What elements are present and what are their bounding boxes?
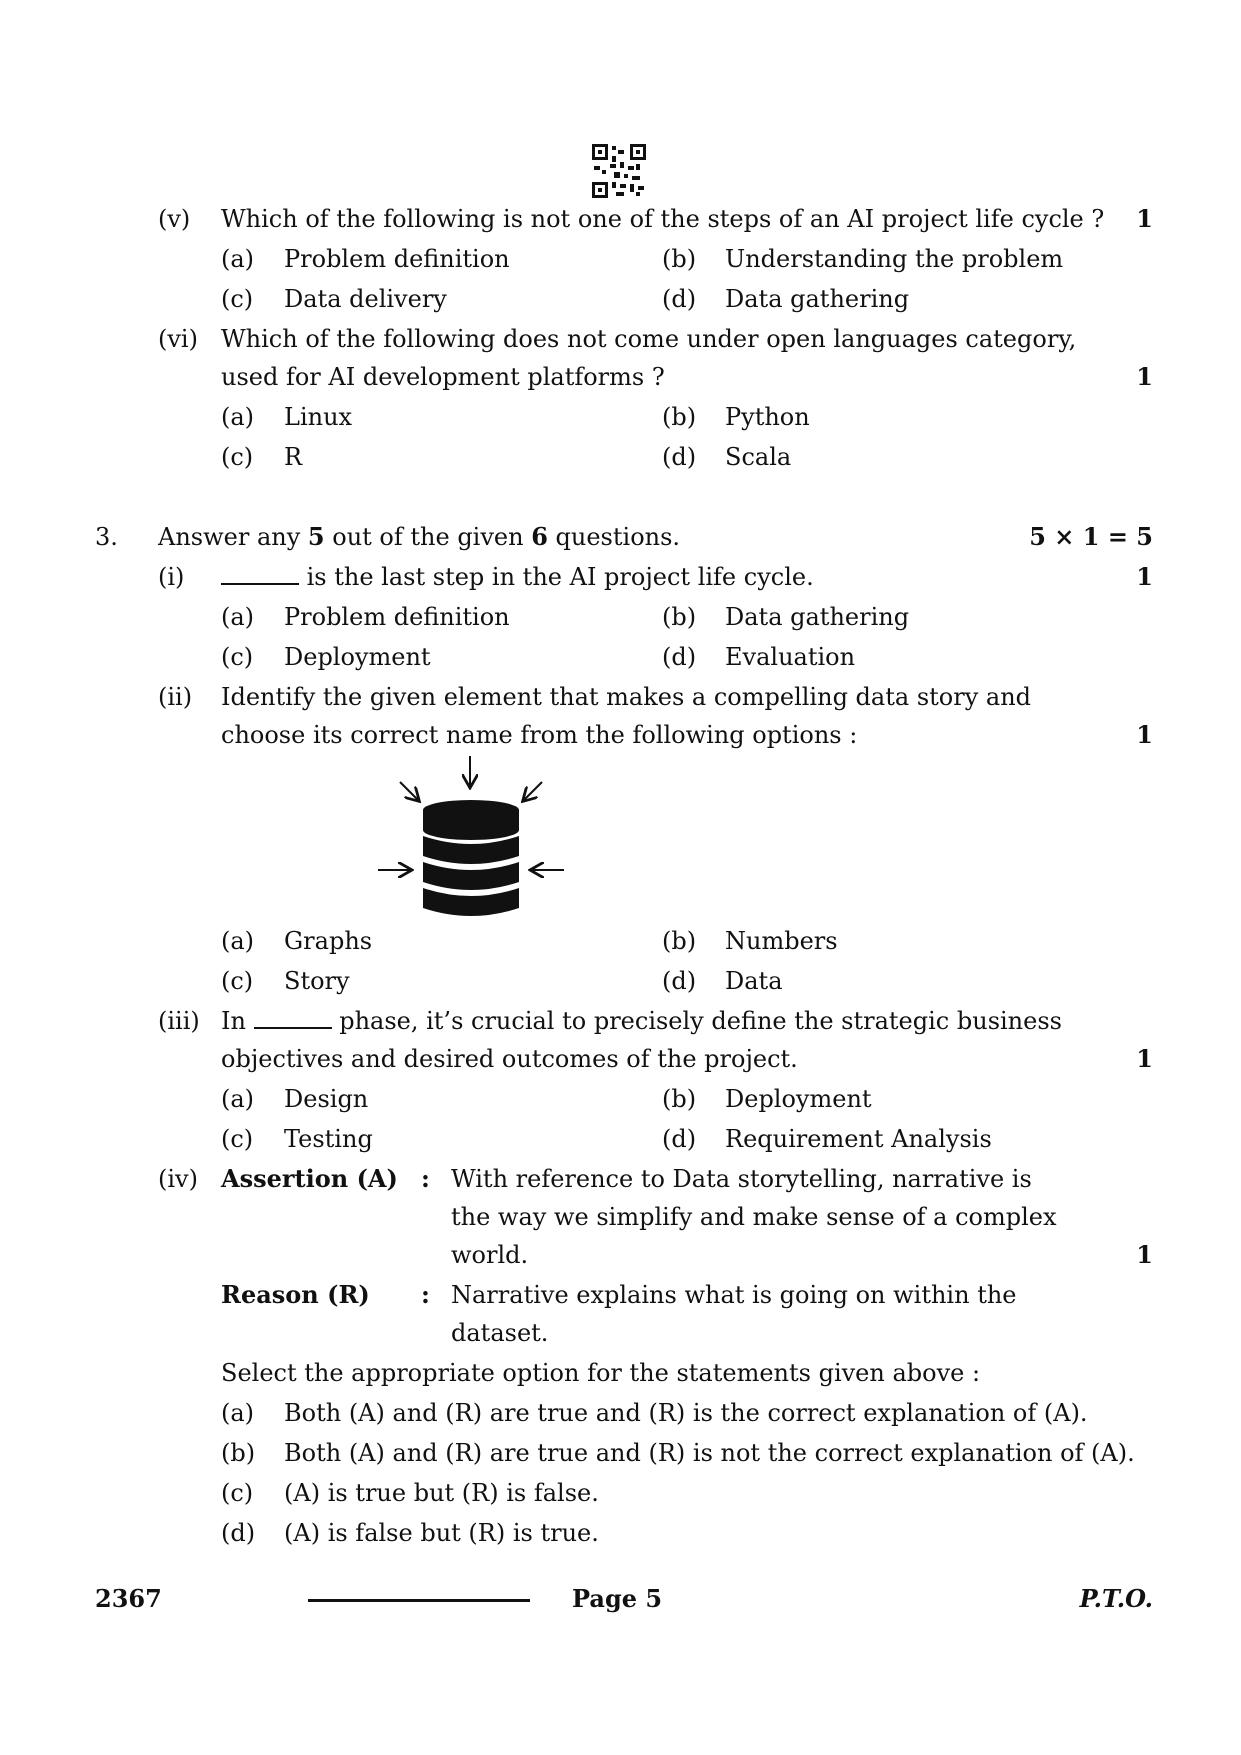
option-text: Python bbox=[725, 403, 810, 431]
option-text: Evaluation bbox=[725, 643, 856, 671]
reason-text: Narrative explains what is going on within the bbox=[451, 1281, 1017, 1309]
option-text: Story bbox=[284, 967, 350, 995]
option-label: (c) bbox=[221, 285, 254, 313]
question-number: (v) bbox=[158, 205, 191, 233]
option-text: (A) is false but (R) is true. bbox=[284, 1519, 599, 1547]
pto-label: P.T.O. bbox=[1079, 1584, 1153, 1613]
assertion-label: Assertion (A) bbox=[221, 1164, 398, 1193]
option-label: (d) bbox=[221, 1519, 256, 1547]
option-label: (b) bbox=[662, 603, 697, 631]
option-text: Scala bbox=[725, 443, 792, 471]
page-number: Page 5 bbox=[572, 1584, 663, 1613]
question-text: objectives and desired outcomes of the project. bbox=[221, 1045, 798, 1073]
question-marks: 1 bbox=[1136, 720, 1153, 749]
question-marks: 1 bbox=[1136, 562, 1153, 591]
option-label: (c) bbox=[221, 1479, 254, 1507]
option-label: (b) bbox=[662, 245, 697, 273]
question-text: is the last step in the AI project life cycle. bbox=[221, 562, 814, 592]
paper-code: 2367 bbox=[95, 1584, 162, 1613]
option-text: Problem definition bbox=[284, 245, 510, 273]
option-text: Problem definition bbox=[284, 603, 510, 631]
database-icon bbox=[370, 752, 590, 924]
option-label: (c) bbox=[221, 1125, 254, 1153]
option-text: Data delivery bbox=[284, 285, 447, 313]
option-label: (a) bbox=[221, 1399, 255, 1427]
question-text: choose its correct name from the following options : bbox=[221, 721, 858, 749]
option-text: Deployment bbox=[284, 643, 431, 671]
option-text: Numbers bbox=[725, 927, 838, 955]
question-text: Which of the following is not one of the steps of an AI project life cycle ? bbox=[221, 205, 1105, 233]
option-label: (a) bbox=[221, 927, 255, 955]
option-text: Both (A) and (R) are true and (R) is not the correct explanation of (A). bbox=[284, 1439, 1135, 1467]
question-text: used for AI development platforms ? bbox=[221, 363, 665, 391]
qr-code-icon bbox=[592, 144, 646, 198]
instruction-text: Select the appropriate option for the statements given above : bbox=[221, 1359, 981, 1387]
option-text: Data bbox=[725, 967, 783, 995]
question-marks: 1 bbox=[1136, 1240, 1153, 1269]
option-text: Understanding the problem bbox=[725, 245, 1064, 273]
option-text: Requirement Analysis bbox=[725, 1125, 992, 1153]
question-number: (vi) bbox=[158, 325, 198, 353]
question-number: (ii) bbox=[158, 683, 193, 711]
option-text: Testing bbox=[284, 1125, 373, 1153]
question-marks: 1 bbox=[1136, 362, 1153, 391]
option-text: Design bbox=[284, 1085, 369, 1113]
option-label: (d) bbox=[662, 1125, 697, 1153]
question-intro: Answer any 5 out of the given 6 questions. bbox=[158, 522, 681, 551]
reason-text: dataset. bbox=[451, 1319, 549, 1347]
option-label: (a) bbox=[221, 1085, 255, 1113]
question-text: Which of the following does not come under open languages category, bbox=[221, 325, 1077, 353]
question-number: (i) bbox=[158, 563, 185, 591]
option-label: (a) bbox=[221, 603, 255, 631]
option-text: Both (A) and (R) are true and (R) is the correct explanation of (A). bbox=[284, 1399, 1088, 1427]
colon: : bbox=[421, 1164, 430, 1193]
option-label: (b) bbox=[221, 1439, 256, 1467]
fill-blank bbox=[221, 563, 299, 585]
question-marks: 1 bbox=[1136, 204, 1153, 233]
option-text: Linux bbox=[284, 403, 353, 431]
question-number: (iii) bbox=[158, 1007, 200, 1035]
option-text: (A) is true but (R) is false. bbox=[284, 1479, 599, 1507]
question-text: In phase, it’s crucial to precisely define the strategic business bbox=[221, 1007, 1062, 1035]
question-marks: 1 bbox=[1136, 1044, 1153, 1073]
option-label: (d) bbox=[662, 643, 697, 671]
option-label: (b) bbox=[662, 927, 697, 955]
option-label: (c) bbox=[221, 967, 254, 995]
option-text: Graphs bbox=[284, 927, 373, 955]
option-label: (c) bbox=[221, 643, 254, 671]
option-label: (d) bbox=[662, 285, 697, 313]
option-label: (d) bbox=[662, 967, 697, 995]
option-label: (b) bbox=[662, 403, 697, 431]
option-text: Data gathering bbox=[725, 603, 910, 631]
option-label: (c) bbox=[221, 443, 254, 471]
question-number: (iv) bbox=[158, 1165, 198, 1193]
reason-label: Reason (R) bbox=[221, 1280, 370, 1309]
option-label: (d) bbox=[662, 443, 697, 471]
footer-rule bbox=[308, 1599, 530, 1602]
option-text: R bbox=[284, 443, 303, 471]
colon: : bbox=[421, 1280, 430, 1309]
option-text: Data gathering bbox=[725, 285, 910, 313]
option-label: (a) bbox=[221, 245, 255, 273]
assertion-text: With reference to Data storytelling, narrative is bbox=[451, 1165, 1032, 1193]
question-text: Identify the given element that makes a compelling data story and bbox=[221, 683, 1032, 711]
question-number: 3. bbox=[95, 523, 118, 551]
option-label: (a) bbox=[221, 403, 255, 431]
question-marks: 5 × 1 = 5 bbox=[1029, 522, 1153, 551]
option-text: Deployment bbox=[725, 1085, 872, 1113]
fill-blank bbox=[254, 1007, 332, 1029]
option-label: (b) bbox=[662, 1085, 697, 1113]
assertion-text: the way we simplify and make sense of a complex bbox=[451, 1203, 1057, 1231]
assertion-text: world. bbox=[451, 1241, 529, 1269]
